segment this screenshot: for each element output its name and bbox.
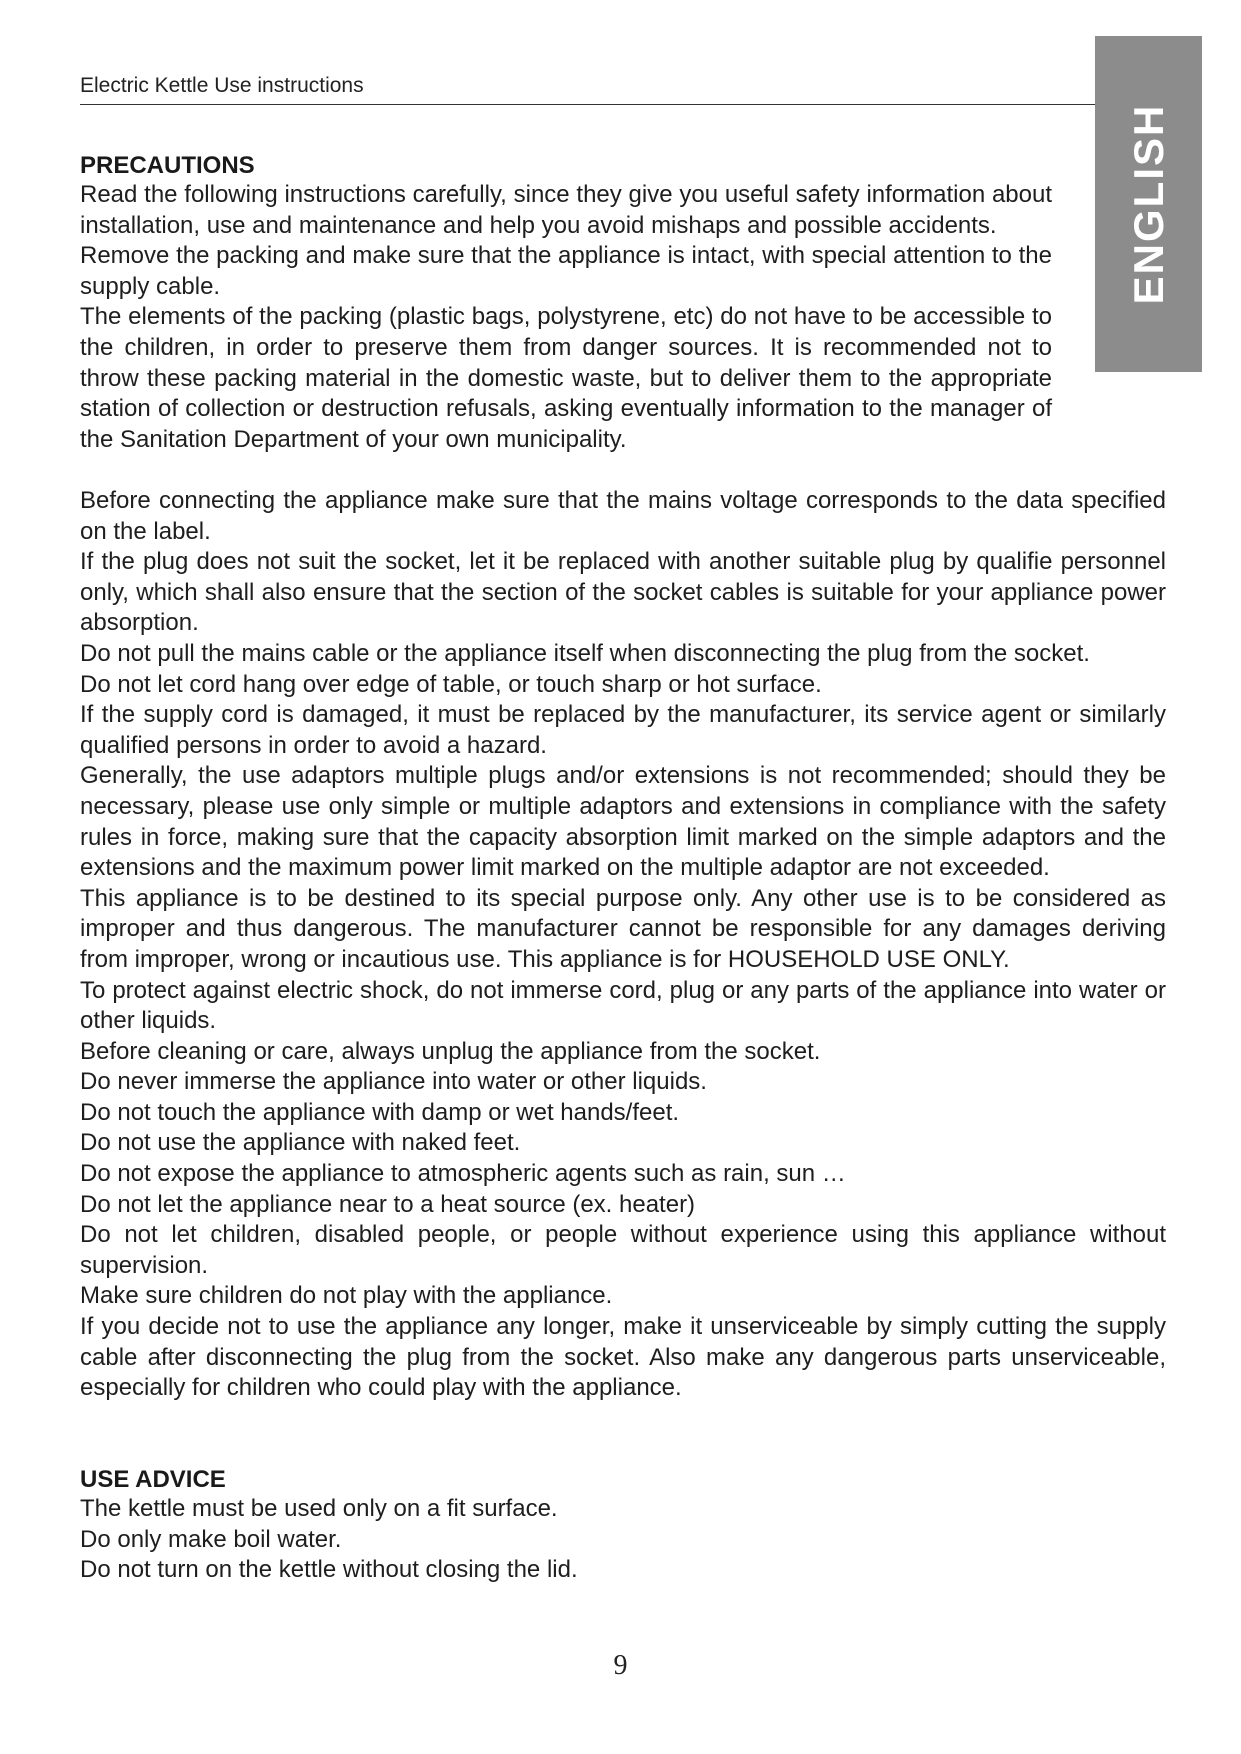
paragraph: Do not expose the appliance to atmospheric agents such as rain, sun …: [80, 1160, 846, 1188]
paragraph: Remove the packing and make sure that the appliance is intact, with special attention to the supply cable.: [80, 242, 1052, 300]
precautions-heading: PRECAUTIONS: [80, 152, 255, 179]
use-advice-list: [80, 1494, 1166, 1586]
paragraph: Do not use the appliance with naked feet.: [80, 1129, 521, 1157]
paragraph: Do never immerse the appliance into water or other liquids.: [80, 1068, 707, 1096]
precautions-list: [80, 486, 1166, 1404]
paragraph: Read the following instructions carefully, since they give you useful safety information about installation, use and maintenance and help you avoid mishaps and possible accidents.: [80, 181, 1052, 239]
paragraph: Do only make boil water.: [80, 1525, 342, 1553]
paragraph: If the supply cord is damaged, it must be replaced by the manufacturer, its service agent or similarly qualified persons in order to avoid a hazard.: [80, 701, 1166, 759]
paragraph: Do not pull the mains cable or the appliance itself when disconnecting the plug from the socket.: [80, 639, 1090, 667]
language-tab: [1095, 36, 1202, 372]
paragraph: Do not let children, disabled people, or people without experience using this appliance without supervision.: [80, 1221, 1166, 1279]
paragraph: Do not touch the appliance with damp or wet hands/feet.: [80, 1098, 680, 1126]
paragraph: Before cleaning or care, always unplug the appliance from the socket.: [80, 1037, 821, 1065]
paragraph: Before connecting the appliance make sure that the mains voltage corresponds to the data specified on the label.: [80, 487, 1166, 545]
paragraph: The kettle must be used only on a fit surface.: [80, 1495, 558, 1522]
paragraph: The elements of the packing (plastic bags, polystyrene, etc) do not have to be accessible to the children, in order to preserve them from danger sources. It is recommended not to throw these packing material in the domestic waste, but to deliver them to the appropriate station of collection or destruction refusals, asking eventually information to the manager of the Sanitation Department of your own municipality.: [80, 303, 1052, 453]
paragraph: If the plug does not suit the socket, let it be replaced with another suitable plug by qualifie personnel only, which shall also ensure that the section of the socket cables is suitable for your appliance power absorption.: [80, 548, 1166, 637]
paragraph: This appliance is to be destined to its special purpose only. Any other use is to be considered as improper and thus dangerous. The manufacturer cannot be responsible for any damages deriving from improper, wrong or incautious use. This appliance is for HOUSEHOLD USE ONLY.: [80, 884, 1166, 973]
paragraph: If you decide not to use the appliance any longer, make it unserviceable by simply cutting the supply cable after disconnecting the plug from the socket. Also make any dangerous parts unserviceable, especially for children who could play with the appliance.: [80, 1313, 1166, 1402]
header-title: Electric Kettle Use instructions: [80, 74, 364, 97]
page-number: 9: [613, 1650, 628, 1681]
use-advice-heading: USE ADVICE: [80, 1466, 226, 1493]
precautions-intro: [80, 180, 1052, 455]
paragraph: Generally, the use adaptors multiple plugs and/or extensions is not recommended; should they be necessary, please use only simple or multiple adaptors and extensions in compliance with the safety rules in force, making sure that the capacity absorption limit marked on the simple adaptors and the extensions and the maximum power limit marked on the multiple adaptor are not exceeded.: [80, 762, 1166, 882]
paragraph: To protect against electric shock, do not immerse cord, plug or any parts of the appliance into water or other liquids.: [80, 976, 1166, 1035]
paragraph: Do not let cord hang over edge of table, or touch sharp or hot surface.: [80, 670, 822, 698]
paragraph: Do not turn on the kettle without closing the lid.: [80, 1556, 578, 1584]
page-header: [80, 70, 1100, 105]
language-tab-label: ENGLISH: [1124, 103, 1172, 305]
paragraph: Do not let the appliance near to a heat source (ex. heater): [80, 1190, 696, 1218]
paragraph: Make sure children do not play with the appliance.: [80, 1282, 613, 1310]
